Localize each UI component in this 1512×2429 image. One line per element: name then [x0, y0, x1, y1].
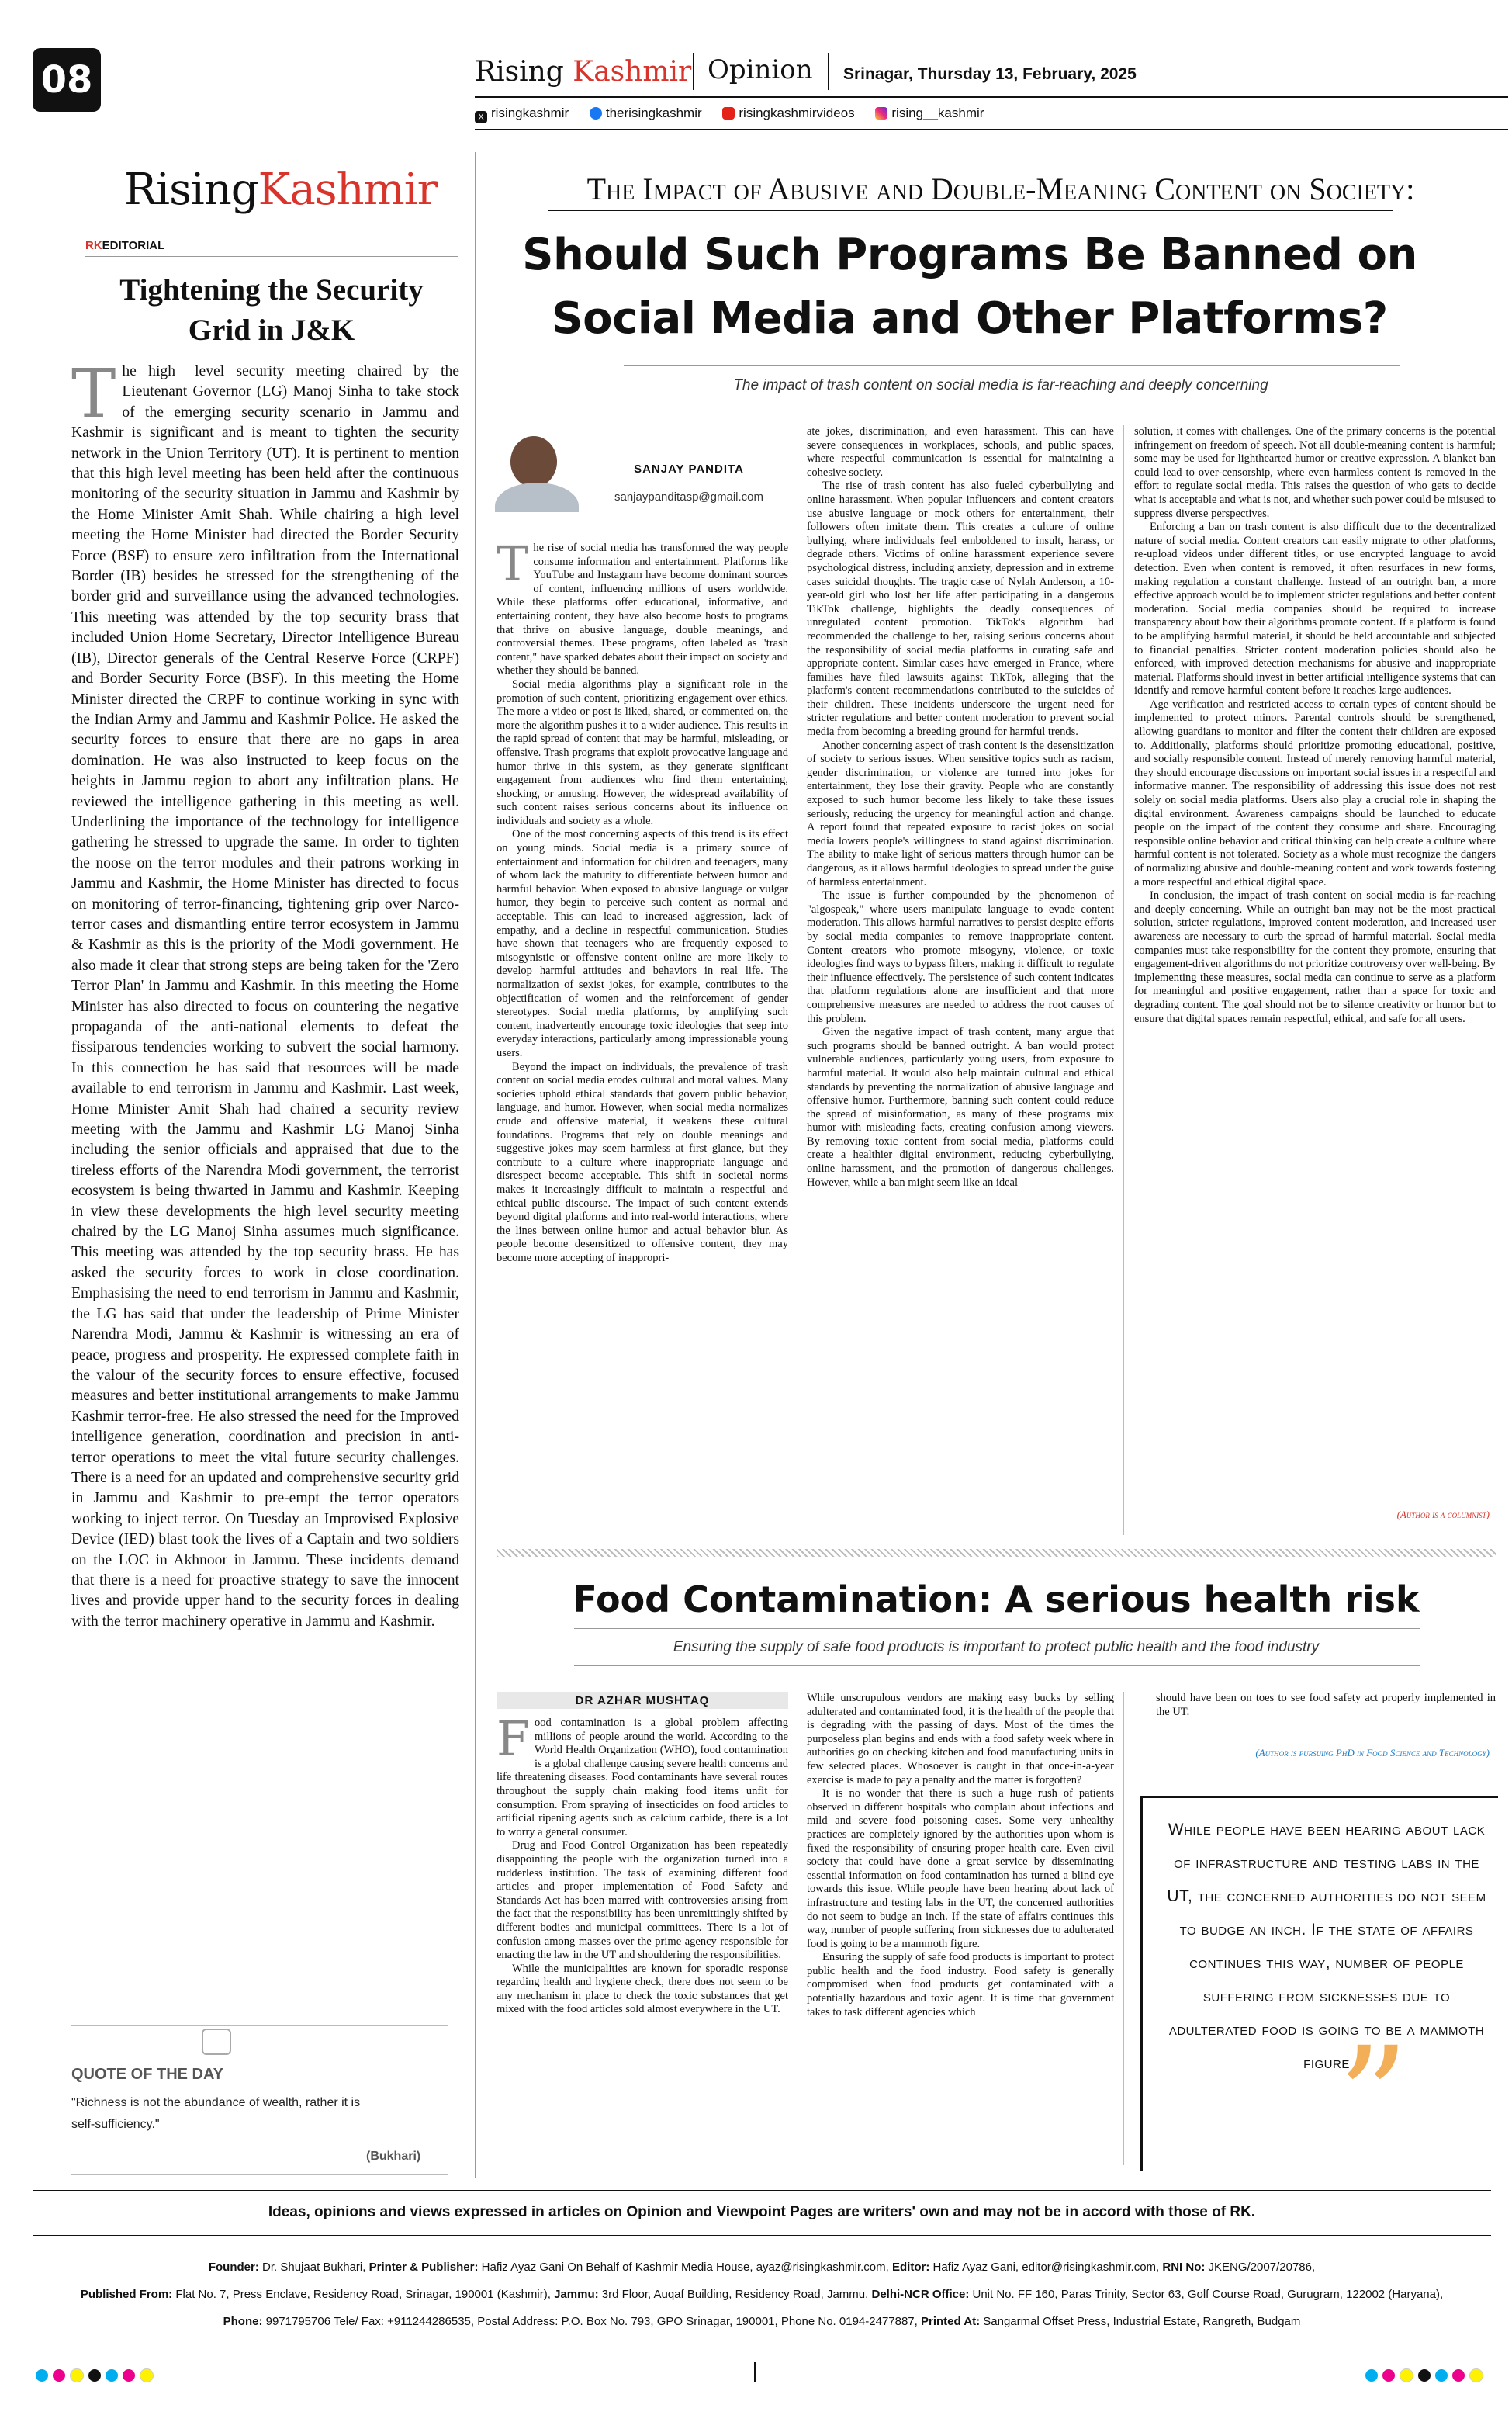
quote-label: QUOTE OF THE DAY	[71, 2066, 223, 2083]
editorial-dropcap: T	[71, 362, 116, 433]
article1-dropcap: T	[497, 542, 529, 592]
quote-attribution: (Bukhari)	[366, 2150, 421, 2163]
imprint-line-2: Published From: Flat No. 7, Press Enclave, Residency Road, Srinagar, 190001 (Kashmir), Jammu: 3rd Floor, Auqaf Building, Residency Road, Jammu, Delhi-NCR Office: Unit No. FF 160, Paras Trinity, Sector 63, Golf Course Road, Gurugram, 122002 (Haryana),	[80, 2288, 1444, 2301]
article2-column-2: While unscrupulous vendors are making easy bucks by selling adulterated and contaminated food, it is the health of the people that is degrading with the passing of days. Most of the times the purposeless plan begins and ends with a food safety week where in authorities go on checking kitchen and food manufacturing units in few selected places. Whosoever is caught in that once-in-a-year exercise is made to pay a penalty and the matter is forgotten? It is no wonder that there is such a huge rush of patients observed in different hospitals who complain about infections and mild and severe food poisoning cases. Some very unhealthy practices are completely ignored by the authorities upon whom is fixed the responsibility of ensuring proper health care. Even civil society that could have done a great service by disseminating essential information on food contamination has turned a blind eye towards this issue. While people have been hearing about lack of infrastructure and testing labs in the UT, the concerned authorities do not seem to budge an inch. If the state of affairs continues this way, number of people suffering from sicknesses due to adulterated food is going to be a mammoth figure. Ensuring the supply of safe food products is important to protect public health and the food industry. Food safety is generally compromised when food products get contaminated with a potentially hazardous and toxic agent. It is time that government takes to task different agencies which	[807, 1692, 1114, 2018]
article1-kicker: The Impact of Abusive and Double-Meaning Content on Society:	[586, 172, 1415, 206]
footer-imprint	[33, 2254, 1491, 2335]
masthead-divider	[693, 53, 694, 90]
quote-icon	[202, 2029, 231, 2055]
registration-crosshair	[754, 2362, 756, 2382]
article1-headline: Should Such Programs Be Banned on Social Media and Other Platforms?	[522, 230, 1417, 344]
article1-author-note: (Author is a columnist)	[1396, 1509, 1490, 1520]
social-facebook[interactable]: therisingkashmir	[590, 106, 702, 120]
imprint-line-1: Founder: Dr. Shujaat Bukhari, Printer & Publisher: Hafiz Ayaz Gani On Behalf of Kashmir Media House, ayaz@risingkashmir.com, Editor: Hafiz Ayaz Gani, editor@risingkashmir.com, RNI No: JKENG/2007/20786,	[208, 2261, 1316, 2274]
social-links	[475, 106, 1001, 123]
header-rule-2	[475, 129, 1508, 130]
footer-rule-top	[33, 2190, 1491, 2191]
article1-column-1: The rise of social media has transformed the way people consume information and entertainment. Platforms like YouTube and Instagram have become dominant sources of content, influencing millions of users worldwide. While these platforms offer educational, informative, and entertaining content, they have also become hosts to programs that thrive on abusive language, double meanings, and controversial themes. These programs, often labeled as "trash content," have sparked debates about their impact on society and whether they should be banned. Social media algorithms play a significant role in the promotion of such content, prioritizing engagement over ethics. The more a video or post is liked, shared, or commented on, the more the algorithm pushes it to a wider audience. This results in the rapid spread of content that may be harmful, misleading, or offensive. Trash programs that exploit provocative language and humor thrive in this system, as they generate significant engagement from audiences who find them entertaining, shocking, or amusing. However, the widespread availability of such content raises serious concerns about its influence on individuals and society as a whole. One of the most concerning aspects of this trend is its effect on young minds. Social media is a primary source of entertainment and information for children and teenagers, many of whom lack the maturity to differentiate between humor and harmful behavior. When exposed to abusive language or vulgar humor, they begin to perceive such content as normal and acceptable. This can lead to increased aggression, lack of empathy, and a decline in respectful communication. Studies have shown that teenagers who are frequently exposed to misogynistic or offensive content online are more likely to develop harmful attitudes and behaviors in real life. The normalization of sexist jokes, for example, contributes to the objectification of women and the reinforcement of gender stereotypes. Social media platforms, by amplifying such content, inadvertently encourage toxic ideologies that seep into everyday interactions, particularly among impressionable young users. Beyond the impact on individuals, the prevalence of trash content on social media erodes cultural and moral values. Many societies uphold ethical standards that govern public behavior, language, and humor. However, when social media normalizes crude and offensive material, it weakens these cultural foundations. Programs that rely on double meanings and suggestive jokes may seem harmless at first glance, but they contribute to a culture where inappropriate language and disrespect become acceptable. This shift in societal norms makes it increasingly difficult to maintain a respectful and ethical public discourse. The impact of such content extends beyond digital platforms and into real-world interactions, where the lines between online humor and actual behavior blur. As people become desensitized to offensive content, they may become more accepting of inappropri-	[497, 542, 788, 1264]
dateline: Srinagar, Thursday 13, February, 2025	[843, 65, 1137, 83]
quote-text: "Richness is not the abundance of wealth, rather it is self-sufficiency."	[71, 2096, 361, 2131]
article1-author: SANJAY PANDITA	[634, 463, 744, 476]
column-divider	[475, 152, 476, 2178]
quote-top-rule	[71, 2025, 448, 2026]
footer-rule-mid	[33, 2235, 1491, 2236]
registration-marks-left	[36, 2367, 158, 2382]
editorial-kicker-rule	[85, 256, 458, 257]
page-number-badge	[33, 48, 101, 112]
masthead	[475, 56, 691, 88]
masthead-rising: Rising	[475, 56, 564, 88]
article2-rule-bottom	[574, 1665, 1420, 1666]
article2-rule-top	[574, 1628, 1420, 1629]
footer-disclaimer: Ideas, opinions and views expressed in articles on Opinion and Viewpoint Pages are writers' own and may not be in accord with those of RK.	[268, 2204, 1256, 2220]
article1-standfirst: The impact of trash content on social media is far-reaching and deeply concerning	[733, 377, 1268, 393]
registration-marks-right	[1365, 2367, 1488, 2382]
standfirst-rule-top	[624, 365, 1400, 366]
article2-dropcap: F	[497, 1717, 531, 1767]
social-x[interactable]: X risingkashmir	[475, 106, 569, 120]
article1-email: sanjaypanditasp@gmail.com	[614, 490, 763, 504]
article2-author-note: (Author is pursuing PhD in Food Science and Technology)	[1255, 1747, 1490, 1759]
editorial-title: Tightening the Security Grid in J&K	[119, 273, 424, 347]
article1-kicker-rule	[548, 210, 1393, 211]
editorial-kicker: RKEDITORIAL	[85, 239, 165, 252]
facebook-icon	[590, 107, 602, 120]
article2-headline: Food Contamination: A serious health risk	[573, 1578, 1420, 1620]
masthead-kashmir: Kashmir	[573, 56, 692, 88]
author-shoulders	[495, 483, 579, 512]
article2-author: DR AZHAR MUSHTAQ	[575, 1694, 710, 1707]
article1-gutter-2	[1123, 425, 1124, 1535]
imprint-line-3: Phone: 9971795706 Tele/ Fax: +911244286535, Postal Address: P.O. Box No. 793, GPO Srinagar, 190001, Phone No. 0194-2477887, Printed At: Sangarmal Offset Press, Industrial Estate, Rangreth, Budgam	[223, 2315, 1301, 2328]
editorial-logo: RisingKashmir	[124, 165, 438, 215]
social-youtube[interactable]: risingkashmirvideos	[722, 106, 854, 120]
article1-column-3: solution, it comes with challenges. One of the primary concerns is the potential infringement on freedom of speech. Not all double-meaning content is harmful; some may be used for lighthearted humor or creative expression. A blanket ban could lead to over-censorship, where even harmless content is removed in the effort to regulate social media. This raises the question of who gets to decide what is acceptable and what is not, and whether such power could be misused to suppress diverse perspectives. Enforcing a ban on trash content is also difficult due to the decentralized nature of social media. Content creators can easily migrate to other platforms, re-upload videos under different titles, or use encrypted language to avoid detection. Even when content is removed, it often resurfaces in new forms, making regulation a constant challenge. Instead of an outright ban, a more effective approach would be to implement stricter regulations and better content moderation. Social media companies should be required to increase transparency about how their algorithms promote content. If a platform is found to be amplifying harmful material, it should be held accountable and subjected to financial penalties. Stricter content moderation policies should also be enforced, with improved detection mechanisms for abusive and inappropriate material. Platforms should invest in better artificial intelligence systems that can identify and remove harmful content before it reaches large audiences. Age verification and restricted access to certain types of content should be implemented to protect minors. Parental controls should be strengthened, allowing guardians to monitor and filter the content their children are exposed to. Additionally, platforms should prioritize promoting educational, positive, and socially responsible content. Instead of merely removing harmful material, they should encourage discussions on important social issues in a respectful and informative manner. The responsibility of addressing this issue does not rest solely on social media platforms. Users also play a crucial role in shaping the digital environment. Awareness campaigns should be launched to educate people on the impact of the content they consume and share. Encouraging responsible online behavior and critical thinking can help create a culture where harmful content is not tolerated. Society as a whole must recognize the dangers of normalizing abusive and double-meaning content and work towards fostering a more respectful and ethical digital space. In conclusion, the impact of trash content on social media is far-reaching and deeply concerning. While an outright ban may not be the most practical solution, stricter regulations, improved content moderation, and increased user awareness are necessary to curb the spread of harmful material. Social media companies must take responsibility for the content they promote, ensuring that engagement-driven algorithms do not prioritize controversy over well-being. By implementing these measures, social media can continue to serve as a platform for meaningful and positive engagement, rather than a space for toxic and degrading content. The goal should not be to silence creativity or humor but to ensure that digital spaces remain respectful, ethical, and safe for all users.	[1134, 425, 1496, 1025]
editorial-body	[71, 362, 459, 2007]
section-hatch	[497, 1549, 1496, 1557]
author-head	[510, 436, 557, 487]
article1-column-2: ate jokes, discrimination, and even harassment. This can have severe consequences in workplaces, schools, and public spaces, where respectful communication is essential for maintaining a cohesive society. The rise of trash content has also fueled cyberbullying and online harassment. When popular influencers and content creators use abusive language or mock others for entertainment, their followers often imitate them. This creates a culture of online bullying, where individuals feel emboldened to insult, harass, or degrade others. Victims of online harassment experience severe psychological distress, including anxiety, depression and in extreme cases suicidal thoughts. The tragic case of Nylah Anderson, a 10-year-old girl who lost her life after participating in a dangerous TikTok challenge, highlights the deadly consequences of unregulated content promotion. TikTok's algorithm had recommended the challenge to her, raising serious concerns about the responsibility of social media platforms in curating safe and appropriate content. Similar cases have emerged in France, where families have filed lawsuits against TikTok, alleging that the platform's content recommendations contributed to the suicides of their children. These incidents underscore the urgent need for stricter regulations and better content moderation to prevent social media from becoming a breeding ground for harmful trends. Another concerning aspect of trash content is the desensitization of society to serious issues. When sensitive topics such as racism, gender discrimination, or violence are turned into jokes for entertainment, they lose their gravity. People who are constantly exposed to such humor become less likely to take these issues seriously, reducing the urgency for meaningful action and change. A report found that repeated exposure to racist jokes on social media lowers people's willingness to stand against discrimination. The ability to make light of serious matters through humor can be dangerous, as it allows harmful ideologies to spread under the guise of harmless entertainment. The issue is further compounded by the phenomenon of "algospeak," where users manipulate language to evade content moderation. This allows harmful narratives to persist despite efforts by social media companies to remove inappropriate content. Content creators who promote misogyny, violence, or toxic ideologies find ways to bypass filters, making it difficult to regulate their influence effectively. The persistence of such content indicates that platform regulations alone are insufficient and that more comprehensive measures are needed to address the root causes of this problem. Given the negative impact of trash content, many argue that such programs should be banned outright. A ban would protect vulnerable audiences, particularly young users, from exposure to harmful material. It would also help maintain cultural and ethical standards by preventing the normalization of abusive language and offensive humor. Furthermore, banning such content could reduce the spread of misinformation, as many of these programs mix humor with misleading facts, creating confusion among viewers. By removing toxic content from social media, platforms could create a healthier digital environment, reducing cyberbullying, online harassment, and the promotion of dangerous challenges. However, while a ban might seem like an ideal	[807, 425, 1114, 1189]
social-instagram[interactable]: rising__kashmir	[875, 106, 984, 120]
youtube-icon	[722, 107, 735, 120]
quote-bottom-rule	[71, 2174, 448, 2175]
article2-gutter-2	[1123, 1692, 1124, 2165]
author-photo	[495, 428, 579, 512]
section-label: Opinion	[708, 54, 813, 85]
x-icon: X	[475, 111, 487, 123]
header-rule	[475, 96, 1508, 98]
instagram-icon	[875, 107, 887, 120]
section-divider	[828, 53, 829, 90]
article2-standfirst: Ensuring the supply of safe food products is important to protect public health and the food industry	[673, 1639, 1320, 1655]
article2-column-3: should have been on toes to see food safety act properly implemented in the UT.	[1156, 1692, 1496, 1718]
editorial-paragraph: he high –level security meeting chaired by the Lieutenant Governor (LG) Manoj Sinha to take stock of the emerging security scenario in Jammu and Kashmir is significant and is meant to tighten the security network in the Union Territory (UT). It is pertinent to mention that this high level meeting has been held after the continuous monitoring of the security situation in Jammu and Kashmir by the Home Minister Amit Shah. While chairing a high level meeting the Home Minister had directed the Border Security Force (BSF) to ensure zero infiltration from the International Border (IB) besides he stressed for the strengthening of the border grid and surveillance using the advanced technologies. This meeting was attended by the top security brass that included Union Home Secretary, Director Intelligence Bureau (IB), Director generals of the Central Reserve Force (CRPF) and Border Security Force (BSF). In this meeting the Home Minister directed the CRPF to continue working in sync with the Indian Army and Jammu and Kashmir Police. He asked the security forces to ensure that there are no gaps in area domination. He was also instructed to keep focus on the heights in Jammu region to abort any infiltration plans. He reviewed the intelligence gathering in this meeting as well. Underlining the importance of the technology for intelligence gathering he stressed to upgrade the same. In order to tighten the noose on the terror modules and their patrons working in Jammu and Kashmir, the Home Minister has directed to focus on monitoring of terror-financing, tightening grip over Narco-terror cases and dismantling entire terror ecosystem in Jammu & Kashmir as this is the priority of the Modi government. He also made it clear that strong steps are being taken for the 'Zero Terror Plan' in Jammu and Kashmir. In this meeting the Home Minister has also directed to focus on countering the negative propaganda of the anti-national elements to defeat the fissiparous tendencies working to subvert the social harmony. In this connection he has said that resources will be made available to end terrorism in Jammu and Kashmir. Last week, Home Minister Amit Shah had chaired a security review meeting with the Jammu and Kashmir LG Manoj Sinha including the senior officials and appraised that due to the tireless efforts of the Narendra Modi government, the terrorist ecosystem is being thwarted in Jammu and Kashmir. Keeping in view these developments the high level security meeting chaired by the LG Manoj Sinha assumes much significance. This meeting was attended by the top security brass. He has asked the security forces to work in close coordination. Emphasising the need to end terrorism in Jammu and Kashmir, the LG has said that under the leadership of Prime Minister Narendra Modi, Jammu & Kashmir is witnessing an era of peace, progress and prosperity. He expressed complete faith in the valour of the security forces to ensure effective, focused measures and better institutional arrangements to make Jammu Kashmir terror-free. He also stressed the need for the Improved intelligence generation, coordination and precision in anti-terror operations to meet the vital future security challenges. There is a need for an updated and comprehensive security grid in Jammu and Kashmir to pre-empt the terror operators working to inject terror. On Tuesday an Improvised Explosive Device (IED) blast took the lives of a Captain and two soldiers on the LOC in Akhnoor in Jammu. These incidents demand that there is a need for proactive strategy to save the innocent lives and provide upper hand to the security forces in dealing with the terror machinery operative in Jammu and Kashmir.	[71, 363, 459, 1630]
page-number: 08	[40, 58, 93, 102]
pullquote-mark: ”	[1337, 2018, 1410, 2180]
article2-column-1: Food contamination is a global problem affecting millions of people around the world. According to the World Health Organization (WHO), food contamination is a global challenge causing severe health concerns and life threatening diseases. Food contaminants have several routes throughout the supply chain making food items unfit for consumption. From spraying of insecticides on food articles to artificial ripening agents such as calcium carbide, there is a lot to worry a general consumer. Drug and Food Control Organization has been repeatedly disappointing the people with the organization turned into a rudderless institution. The task of examining different food articles and proper implementation of Food Safety and Standards Act has been marred with controversies arising from the fact that the responsibility has been unremittingly shifted by different bodies and municipal committees. There is a lot of confusion among masses over the prime agency responsible for enacting the law in the UT and shouldering the responsibilities. While the municipalities are known for sporadic response regarding health and hygiene check, there does not seem to be any mechanism in place to check the toxic substances that get mixed with the food articles sold almost everywhere in the UT.	[497, 1717, 788, 2016]
article2-pullquote: While people have been hearing about lack of infrastructure and testing labs in the UT, the concerned authorities do not seem to budge an inch. If the state of affairs continues this way, number of people suffering from sicknesses due to adulterated food is going to be a mammoth figure	[1167, 1821, 1486, 2072]
